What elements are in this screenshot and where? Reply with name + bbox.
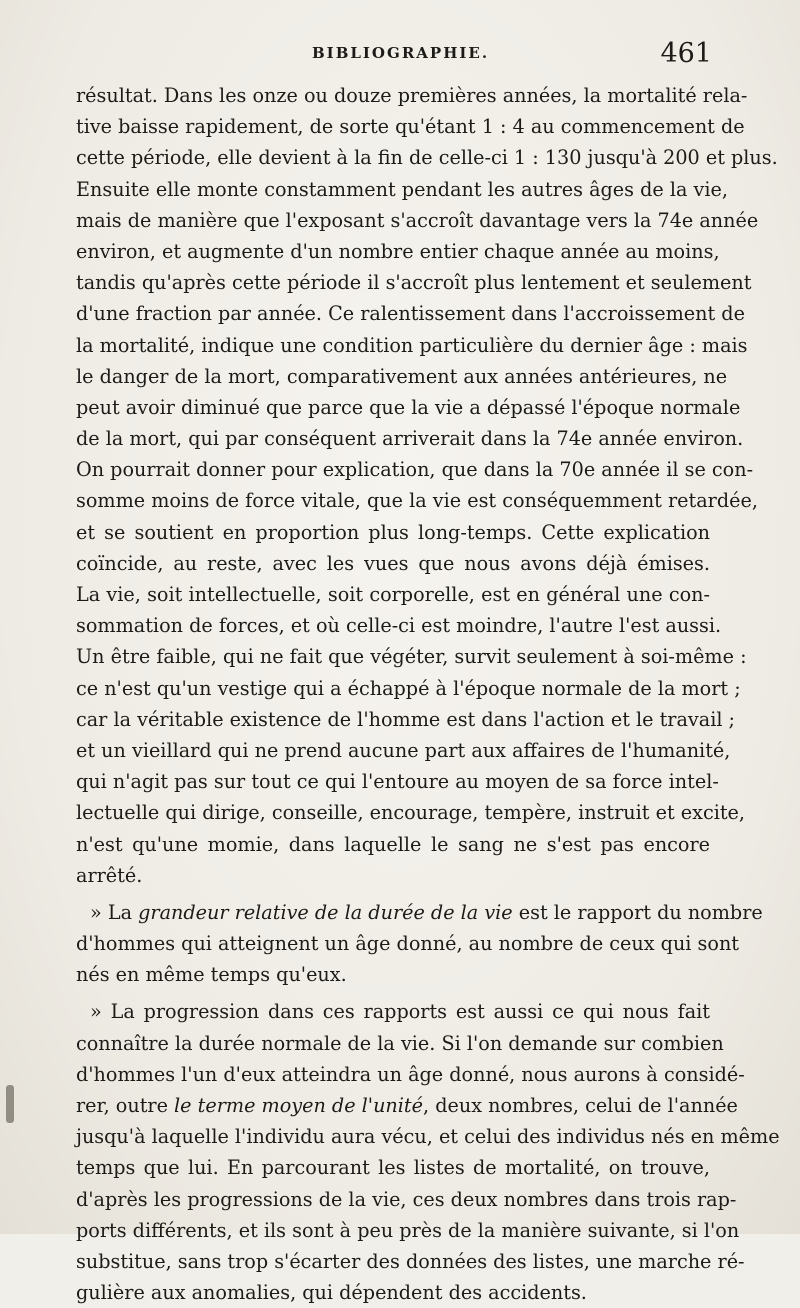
text-line: » La progression dans ces rapports est aussi ce qui nous fait bbox=[90, 1000, 710, 1024]
text-line: car la véritable existence de l'homme est dans l'action et le travail ; bbox=[76, 707, 736, 731]
text-line: d'hommes qui atteignent un âge donné, au nombre de ceux qui sont bbox=[76, 932, 740, 956]
text-line bbox=[76, 1090, 738, 1121]
text-line: environ, et augmente d'un nombre entier chaque année au moins, bbox=[76, 239, 720, 263]
text-line: nés en même temps qu'eux. bbox=[76, 963, 347, 987]
text-line: jusqu'à laquelle l'individu aura vécu, et celui des individus nés en même bbox=[76, 1125, 780, 1149]
text-line: Ensuite elle monte constamment pendant les autres âges de la vie, bbox=[76, 177, 728, 201]
text-line bbox=[76, 897, 763, 928]
text-run: , deux nombres, celui de l'année bbox=[423, 1094, 738, 1117]
text-line: lectuelle qui dirige, conseille, encourage, tempère, instruit et excite, bbox=[76, 801, 746, 825]
text-line: qui n'agit pas sur tout ce qui l'entoure au moyen de sa force intel- bbox=[76, 770, 719, 794]
text-line: tandis qu'après cette période il s'accroît plus lentement et seulement bbox=[76, 271, 752, 295]
binding-edge-mark bbox=[6, 1085, 14, 1123]
text-run: est le rapport du nombre bbox=[512, 900, 763, 924]
text-line: Un être faible, qui ne fait que végéter, survit seulement à soi-même : bbox=[76, 645, 747, 669]
text-line: cette période, elle devient à la fin de celle-ci 1 : 130 jusqu'à 200 et plus. bbox=[76, 146, 778, 170]
paragraph bbox=[76, 897, 763, 991]
text-line: mais de manière que l'exposant s'accroît davantage vers la 74e année bbox=[76, 208, 759, 232]
text-line: tive baisse rapidement, de sorte qu'étant 1 : 4 au commencement de bbox=[76, 115, 745, 139]
text-line: temps que lui. En parcourant les listes de mortalité, on trouve, bbox=[76, 1156, 710, 1180]
text-line: La vie, soit intellectuelle, soit corporelle, est en général une con- bbox=[76, 583, 710, 606]
paragraph bbox=[76, 996, 780, 1308]
text-line: substitue, sans trop s'écarter des données des listes, une marche ré- bbox=[76, 1249, 745, 1273]
text-line: et un vieillard qui ne prend aucune part aux affaires de l'humanité, bbox=[76, 738, 731, 762]
text-line: peut avoir diminué que parce que la vie a dépassé l'époque normale bbox=[76, 395, 741, 419]
text-run: rer, outre bbox=[76, 1094, 175, 1117]
text-line: et se soutient en proportion plus long-temps. Cette explication bbox=[76, 520, 710, 544]
text-line: le danger de la mort, comparativement aux années antérieures, ne bbox=[76, 364, 728, 388]
text-line: ce n'est qu'un vestige qui a échappé à l'époque normale de la mort ; bbox=[76, 676, 741, 700]
running-title: BIBLIOGRAPHIE. bbox=[312, 44, 490, 62]
text-line: gulière aux anomalies, qui dépendent des accidents. bbox=[76, 1281, 587, 1305]
text-line: ports différents, et ils sont à peu près de la manière suivante, si l'on bbox=[76, 1218, 740, 1242]
body-text bbox=[76, 80, 780, 1308]
text-line: d'une fraction par année. Ce ralentissement dans l'accroissement de bbox=[76, 302, 745, 326]
text-run: » La bbox=[90, 900, 139, 924]
text-line: n'est qu'une momie, dans laquelle le sang ne s'est pas encore bbox=[76, 832, 710, 856]
text-line: connaître la durée normale de la vie. Si l'on demande sur combien bbox=[76, 1031, 724, 1055]
page-header bbox=[76, 38, 712, 74]
paragraph bbox=[76, 80, 778, 891]
text-line: de la mort, qui par conséquent arriverait dans la 74e année environ. bbox=[76, 427, 744, 451]
page-number: 461 bbox=[660, 38, 712, 69]
text-line: résultat. Dans les onze ou douze premières années, la mortalité rela- bbox=[76, 84, 748, 107]
text-line: d'après les progressions de la vie, ces deux nombres dans trois rap- bbox=[76, 1187, 737, 1211]
text-line: On pourrait donner pour explication, que dans la 70e année il se con- bbox=[76, 458, 754, 482]
text-line: arrêté. bbox=[76, 863, 143, 887]
text-line: d'hommes l'un d'eux atteindra un âge donné, nous aurons à considé- bbox=[76, 1062, 745, 1086]
italic-phrase: le terme moyen de l'unité bbox=[174, 1094, 423, 1117]
text-line: la mortalité, indique une condition particulière du dernier âge : mais bbox=[76, 333, 748, 357]
italic-phrase: grandeur relative de la durée de la vie bbox=[138, 900, 513, 924]
text-line: sommation de forces, et où celle-ci est moindre, l'autre l'est aussi. bbox=[76, 614, 722, 638]
text-line: somme moins de force vitale, que la vie est conséquemment retardée, bbox=[76, 489, 758, 513]
text-line: coïncide, au reste, avec les vues que nous avons déjà émises. bbox=[76, 551, 710, 575]
